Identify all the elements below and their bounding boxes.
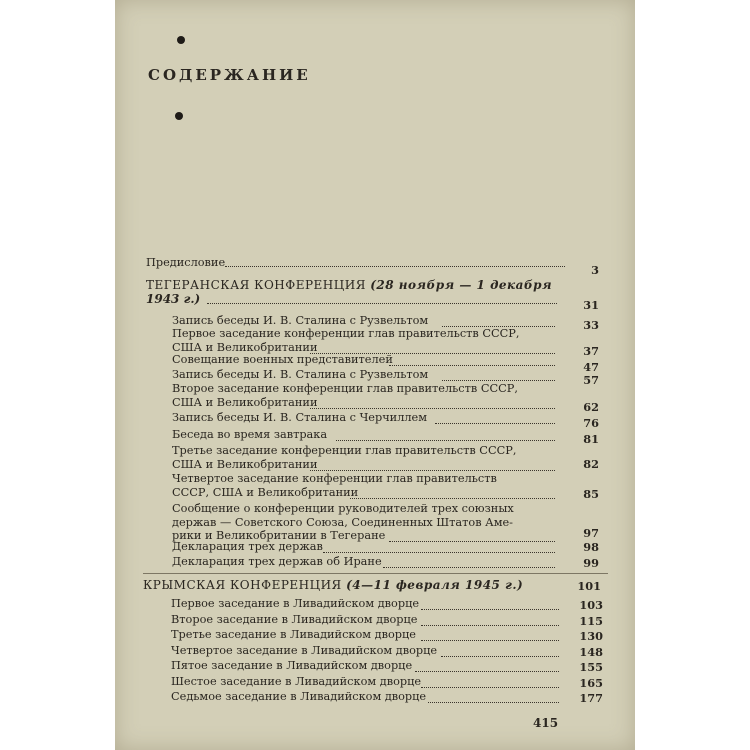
dot-leader	[225, 266, 565, 267]
toc-entry-title: Запись беседы И. В. Сталина с Рузвельтом	[172, 314, 429, 327]
toc-entry	[172, 473, 497, 499]
toc-page-number: 155	[579, 660, 603, 674]
toc-entry	[172, 315, 428, 328]
toc-entry	[171, 629, 416, 642]
toc-entry-title: Предисловие	[146, 256, 226, 269]
dot-leader	[350, 498, 555, 499]
toc-page-number: 148	[579, 645, 603, 659]
toc-entry-title: Сообщение о конференции руководителей трех союзных	[172, 502, 514, 515]
toc-entry	[171, 645, 437, 658]
dot-leader	[421, 640, 559, 641]
dot-leader	[389, 365, 555, 366]
toc-entry	[172, 445, 516, 471]
toc-page-number: 115	[579, 614, 603, 628]
toc-entry-title: Шестое заседание в Ливадийском дворце	[171, 675, 422, 688]
toc-entry-title: Декларация трех держав	[172, 540, 323, 553]
dot-leader	[323, 552, 555, 553]
toc-entry	[171, 660, 412, 673]
toc-entry-title: рики и Великобритании в Тегеране	[172, 529, 386, 542]
dot-leader	[435, 423, 555, 424]
toc-entry-title: Третье заседание конференции глав правительств СССР,	[172, 444, 517, 457]
dot-leader	[383, 567, 555, 568]
toc-entry-title: Четвертое заседание конференции глав правительств	[172, 472, 497, 485]
toc-entry	[171, 676, 421, 689]
toc-entry	[172, 503, 514, 543]
toc-entry-title: Первое заседание конференции глав правительств СССР,	[172, 327, 520, 340]
toc-entry-title: Первое заседание в Ливадийском дворце	[171, 597, 420, 610]
toc-entry	[172, 541, 323, 554]
toc-entry-title: США и Великобритании	[172, 457, 318, 471]
dot-leader	[389, 541, 555, 542]
toc-entry-title: США и Великобритании	[172, 395, 318, 409]
contents-heading: СОДЕРЖАНИЕ	[148, 66, 311, 84]
toc-entry	[172, 429, 327, 442]
toc-entry	[172, 354, 393, 367]
toc-page-number: 3	[591, 263, 599, 277]
toc-page-number: 76	[583, 416, 599, 430]
toc-entry-title: США и Великобритании	[172, 340, 318, 354]
toc-page-number: 81	[583, 432, 599, 446]
section-title-crimea	[143, 579, 523, 592]
section-dates: (28 ноября — 1 декабря	[370, 278, 553, 292]
toc-page-number: 82	[583, 457, 599, 471]
dot-leader	[442, 380, 555, 381]
toc-entry-title: держав — Советского Союза, Соединенных Штатов Аме-	[172, 515, 514, 529]
page-folio: 415	[533, 716, 559, 730]
toc-page-number: 31	[583, 298, 599, 312]
dot-leader	[310, 470, 555, 471]
toc-entry-title: Третье заседание в Ливадийском дворце	[171, 628, 416, 641]
dot-leader	[421, 625, 559, 626]
dot-leader	[310, 408, 555, 409]
toc-entry-title: Совещание военных представителей	[172, 353, 393, 366]
punch-dot	[177, 36, 185, 44]
toc-page-number: 103	[579, 598, 603, 612]
section-separator	[143, 573, 608, 574]
toc-entry	[172, 369, 428, 382]
toc-entry-title: Беседа во время завтрака	[172, 428, 328, 441]
toc-page-number: 85	[583, 487, 599, 501]
dot-leader	[336, 440, 555, 441]
toc-entry-title: Второе заседание в Ливадийском дворце	[171, 613, 418, 626]
toc-page-number: 57	[583, 373, 599, 387]
toc-entry-title: Запись беседы И. В. Сталина с Рузвельтом	[172, 368, 429, 381]
section-title-tehran	[146, 279, 552, 292]
section-dates-text: 1943 г.)	[146, 292, 201, 306]
toc-page-number: 165	[579, 676, 603, 690]
toc-entry-title: Запись беседы И. В. Сталина с Черчиллем	[172, 411, 428, 424]
toc-entry-title: Второе заседание конференции глав правительств СССР,	[172, 382, 518, 395]
toc-entry	[172, 383, 518, 409]
toc-entry	[171, 691, 426, 704]
toc-entry-preface	[146, 257, 225, 270]
toc-entry-title: СССР, США и Великобритании	[172, 485, 359, 499]
section-title-text: КРЫМСКАЯ КОНФЕРЕНЦИЯ	[143, 578, 342, 592]
toc-page-number: 97	[583, 526, 599, 540]
section-dates: (4—11 февраля 1945 г.)	[346, 578, 524, 592]
toc-page-number: 99	[583, 556, 599, 570]
dot-leader	[421, 687, 559, 688]
dot-leader	[415, 671, 559, 672]
toc-entry	[171, 598, 419, 611]
toc-entry-title: Четвертое заседание в Ливадийском дворце	[171, 644, 438, 657]
dot-leader	[441, 656, 559, 657]
toc-page-number: 62	[583, 400, 599, 414]
toc-page-number: 101	[577, 579, 601, 593]
toc-page-number: 33	[583, 318, 599, 332]
toc-page-number: 47	[583, 360, 599, 374]
toc-entry	[172, 556, 382, 569]
dot-leader	[428, 702, 559, 703]
dot-leader	[421, 609, 559, 610]
section-dates-continued	[146, 293, 200, 306]
toc-entry	[172, 412, 427, 425]
toc-entry-title: Пятое заседание в Ливадийском дворце	[171, 659, 413, 672]
punch-dot	[175, 112, 183, 120]
toc-page-number: 37	[583, 344, 599, 358]
section-title-text: ТЕГЕРАНСКАЯ КОНФЕРЕНЦИЯ	[146, 278, 366, 292]
toc-entry	[171, 614, 417, 627]
toc-page-number: 177	[579, 691, 603, 705]
toc-entry-title: Декларация трех держав об Иране	[172, 555, 382, 568]
dot-leader	[207, 303, 557, 304]
book-page	[115, 0, 635, 750]
toc-page-number: 98	[583, 540, 599, 554]
toc-page-number: 130	[579, 629, 603, 643]
toc-entry	[172, 328, 520, 354]
toc-entry-title: Седьмое заседание в Ливадийском дворце	[171, 690, 427, 703]
